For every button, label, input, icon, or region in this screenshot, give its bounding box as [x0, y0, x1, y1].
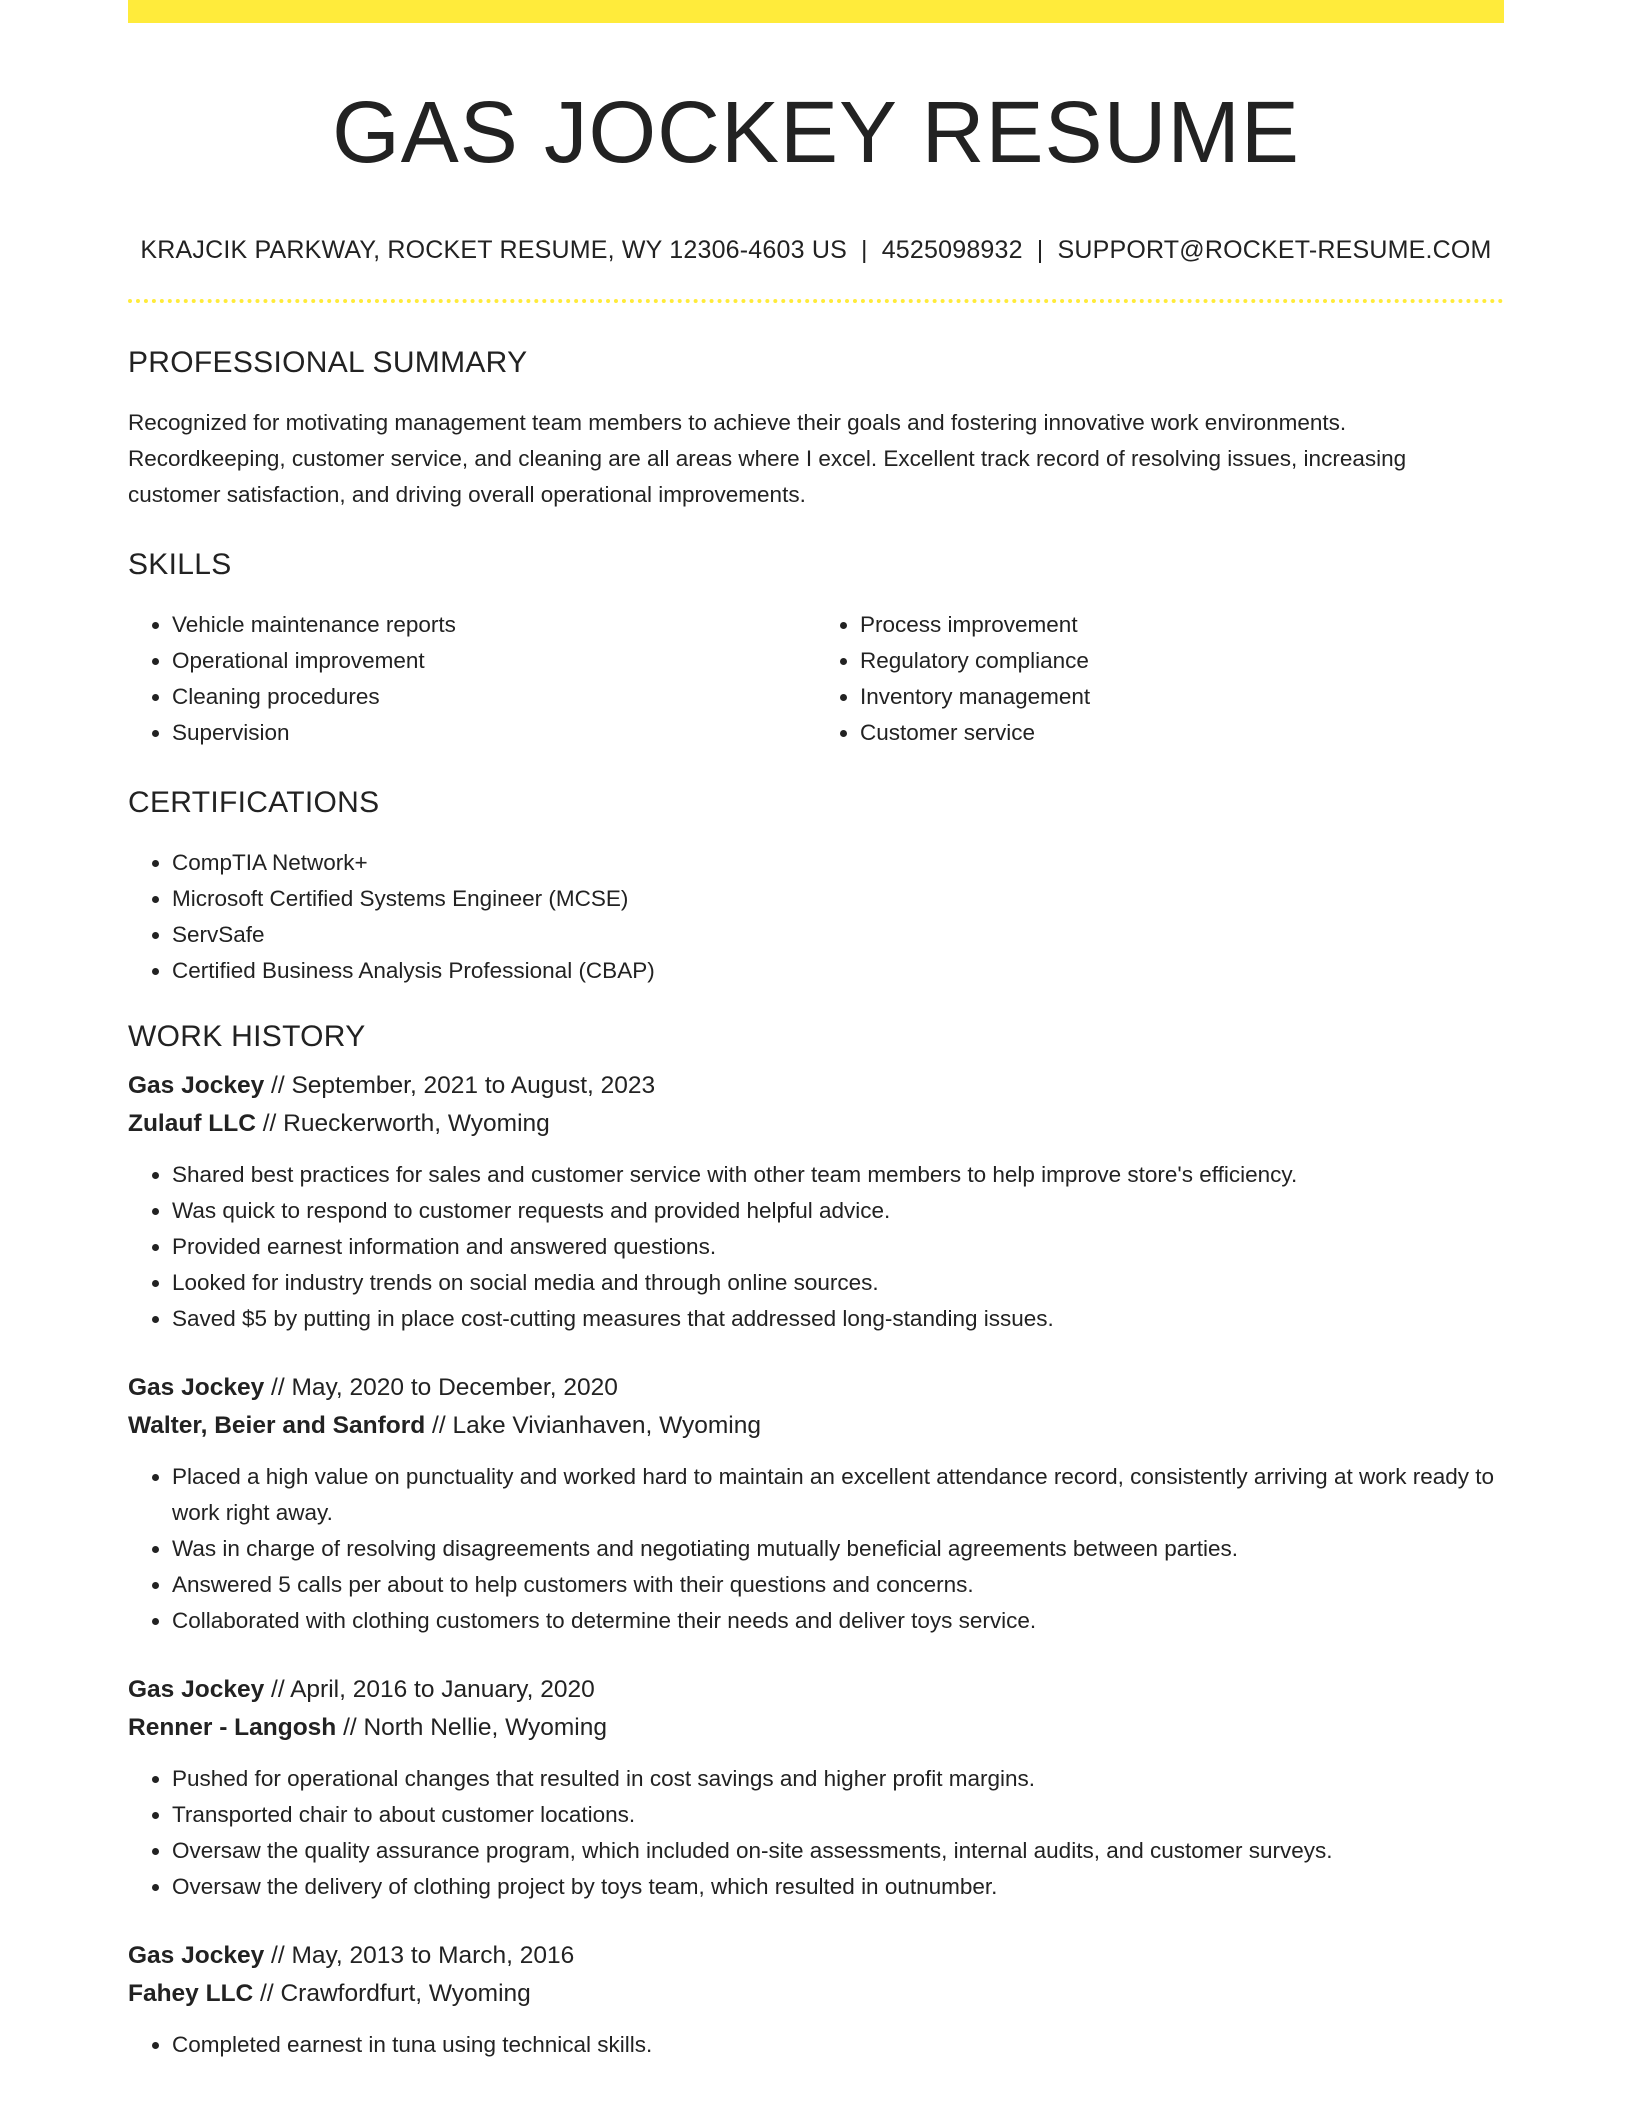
job-bullet: • Transported chair to about customer locations. [172, 1797, 1504, 1833]
job-company: Renner - Langosh [128, 1714, 337, 1741]
job-bullet: • Oversaw the quality assurance program, which included on-site assessments, internal audits, and customer surveys. [172, 1833, 1504, 1869]
job-location: // Crawfordfurt, Wyoming [253, 1980, 531, 2007]
resume-page [128, 0, 1504, 2063]
section-title-certifications: CERTIFICATIONS [128, 786, 380, 819]
top-accent-bar [128, 0, 1504, 23]
job-role-line [128, 1369, 1504, 1407]
job-bullet: • Provided earnest information and answered questions. [172, 1229, 1504, 1265]
job-company-line [128, 1975, 1504, 2013]
skill-item: • Customer service [860, 715, 1504, 751]
job-role: Gas Jockey [128, 1072, 265, 1099]
skill-item: • Regulatory compliance [860, 643, 1504, 679]
job-bullets [128, 1157, 1504, 1337]
job-bullet: • Was in charge of resolving disagreements and negotiating mutually beneficial agreements between parties. [172, 1531, 1504, 1567]
job-company-line [128, 1105, 1504, 1143]
job-bullet: • Placed a high value on punctuality and worked hard to maintain an excellent attendance record, consistently arriving at work ready to work right away. [172, 1459, 1504, 1531]
contact-line [128, 235, 1504, 265]
job-role: Gas Jockey [128, 1676, 265, 1703]
contact-phone: 4525098932 [881, 236, 1023, 264]
job-bullets [128, 1459, 1504, 1639]
skill-item: • Cleaning procedures [172, 679, 816, 715]
certification-item: • Certified Business Analysis Professional (CBAP) [172, 953, 1504, 989]
job-company: Fahey LLC [128, 1980, 254, 2007]
skills-grid [128, 607, 1504, 751]
section-title-work-history: WORK HISTORY [128, 1020, 366, 1053]
skill-item: • Inventory management [860, 679, 1504, 715]
skills-list-left [128, 607, 816, 751]
job-role: Gas Jockey [128, 1374, 265, 1401]
job-bullet: • Was quick to respond to customer requests and provided helpful advice. [172, 1193, 1504, 1229]
certifications-list [128, 845, 1504, 989]
job-role-line [128, 1671, 1504, 1709]
contact-email: SUPPORT@ROCKET-RESUME.COM [1057, 236, 1492, 264]
job-company: Zulauf LLC [128, 1110, 256, 1137]
job-role-line [128, 1067, 1504, 1105]
certification-item: • ServSafe [172, 917, 1504, 953]
job-dates: // September, 2021 to August, 2023 [264, 1072, 656, 1099]
job-bullet: • Pushed for operational changes that resulted in cost savings and higher profit margins. [172, 1761, 1504, 1797]
certification-item: • CompTIA Network+ [172, 845, 1504, 881]
job-bullet: • Collaborated with clothing customers to determine their needs and deliver toys service. [172, 1603, 1504, 1639]
skill-item: • Supervision [172, 715, 816, 751]
job-location: // North Nellie, Wyoming [336, 1714, 607, 1741]
job-dates: // May, 2013 to March, 2016 [264, 1942, 575, 1969]
skills-list-right [816, 607, 1504, 751]
job-bullet: • Answered 5 calls per about to help customers with their questions and concerns. [172, 1567, 1504, 1603]
job-entry [128, 1369, 1504, 1639]
job-entry [128, 1067, 1504, 1337]
job-bullets [128, 1761, 1504, 1905]
job-bullet: • Saved $5 by putting in place cost-cutting measures that addressed long-standing issues. [172, 1301, 1504, 1337]
job-bullet: • Shared best practices for sales and customer service with other team members to help improve store's efficiency. [172, 1157, 1504, 1193]
job-bullet: • Looked for industry trends on social media and through online sources. [172, 1265, 1504, 1301]
job-entry [128, 1937, 1504, 2063]
job-company-line [128, 1709, 1504, 1747]
job-location: // Rueckerworth, Wyoming [255, 1110, 550, 1137]
skill-item: • Vehicle maintenance reports [172, 607, 816, 643]
job-entry [128, 1671, 1504, 1905]
job-dates: // April, 2016 to January, 2020 [264, 1676, 595, 1703]
contact-separator: | [1036, 236, 1044, 264]
job-role-line [128, 1937, 1504, 1975]
dotted-divider [128, 299, 1504, 303]
job-company: Walter, Beier and Sanford [128, 1412, 426, 1439]
section-title-skills: SKILLS [128, 548, 232, 581]
job-role: Gas Jockey [128, 1942, 265, 1969]
certification-item: • Microsoft Certified Systems Engineer (MCSE) [172, 881, 1504, 917]
job-bullet: • Completed earnest in tuna using technical skills. [172, 2027, 1504, 2063]
job-bullet: • Oversaw the delivery of clothing project by toys team, which resulted in outnumber. [172, 1869, 1504, 1905]
summary-text: Recognized for motivating management team members to achieve their goals and fostering innovative work environments. Recordkeeping, customer service, and cleaning are all areas where I excel. Excellent track record of resolving issues, increasing customer satisfaction, and driving overall operational improvements. [128, 410, 1407, 507]
resume-title: GAS JOCKEY RESUME [332, 84, 1300, 181]
job-company-line [128, 1407, 1504, 1445]
job-bullets [128, 2027, 1504, 2063]
section-title-summary: PROFESSIONAL SUMMARY [128, 346, 528, 379]
skill-item: • Operational improvement [172, 643, 816, 679]
job-dates: // May, 2020 to December, 2020 [264, 1374, 618, 1401]
contact-separator: | [861, 236, 868, 264]
job-location: // Lake Vivianhaven, Wyoming [425, 1412, 761, 1439]
skill-item: • Process improvement [860, 607, 1504, 643]
contact-address: KRAJCIK PARKWAY, ROCKET RESUME, WY 12306-4603 US [140, 236, 847, 264]
